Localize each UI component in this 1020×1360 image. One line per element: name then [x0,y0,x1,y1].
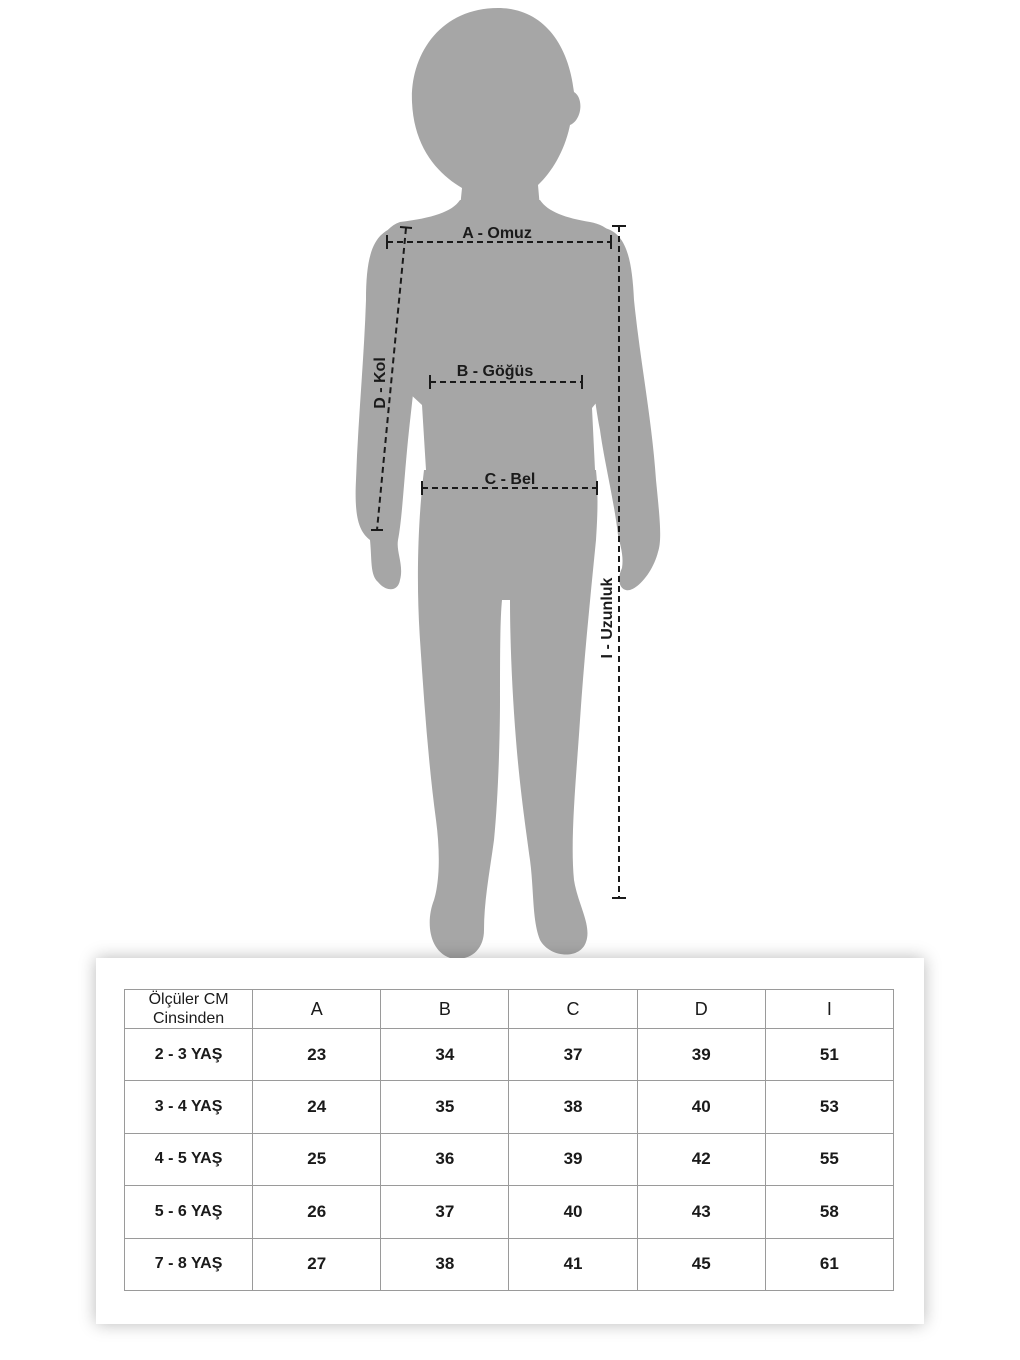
cell-c: 40 [509,1186,637,1238]
cell-b: 37 [381,1186,509,1238]
arm-measure-cap-top [400,227,412,228]
cell-i: 61 [765,1238,893,1290]
silhouette-legs [418,470,598,959]
row-age: 2 - 3 YAŞ [125,1029,253,1081]
header-units-line-1: Ölçüler CM [148,991,229,1008]
shoulder-label: A - Omuz [462,225,532,242]
cell-c: 39 [509,1133,637,1185]
cell-a: 24 [253,1081,381,1133]
cell-i: 58 [765,1186,893,1238]
table-row [125,1238,894,1290]
arm-label: D - Kol [372,357,389,409]
row-age: 3 - 4 YAŞ [125,1081,253,1133]
header-col-c: C [509,990,637,1029]
size-table [124,989,894,1291]
cell-d: 42 [637,1133,765,1185]
table-row [125,1081,894,1133]
header-col-b: B [381,990,509,1029]
row-age: 4 - 5 YAŞ [125,1133,253,1185]
cell-b: 36 [381,1133,509,1185]
chest-label: B - Göğüs [456,363,534,380]
table-row [125,1133,894,1185]
silhouette-head [412,8,580,208]
cell-d: 40 [637,1081,765,1133]
header-units-line-2: Cinsinden [153,1010,225,1027]
cell-a: 23 [253,1029,381,1081]
header-col-d: D [637,990,765,1029]
table-header-row [125,990,894,1029]
cell-d: 45 [637,1238,765,1290]
cell-a: 27 [253,1238,381,1290]
cell-d: 39 [637,1029,765,1081]
silhouette-right-arm [590,228,660,590]
header-col-i: I [765,990,893,1029]
cell-b: 34 [381,1029,509,1081]
cell-a: 26 [253,1186,381,1238]
cell-a: 25 [253,1133,381,1185]
cell-i: 53 [765,1081,893,1133]
size-chart-card [96,958,924,1324]
cell-c: 37 [509,1029,637,1081]
cell-c: 41 [509,1238,637,1290]
length-label: I - Uzunluk [599,577,616,659]
cell-i: 51 [765,1029,893,1081]
row-age: 5 - 6 YAŞ [125,1186,253,1238]
cell-c: 38 [509,1081,637,1133]
header-units [125,990,253,1029]
table-row [125,1186,894,1238]
cell-i: 55 [765,1133,893,1185]
row-age: 7 - 8 YAŞ [125,1238,253,1290]
header-col-a: A [253,990,381,1029]
cell-b: 38 [381,1238,509,1290]
table-row [125,1029,894,1081]
cell-d: 43 [637,1186,765,1238]
cell-b: 35 [381,1081,509,1133]
waist-label: C - Bel [484,471,536,488]
